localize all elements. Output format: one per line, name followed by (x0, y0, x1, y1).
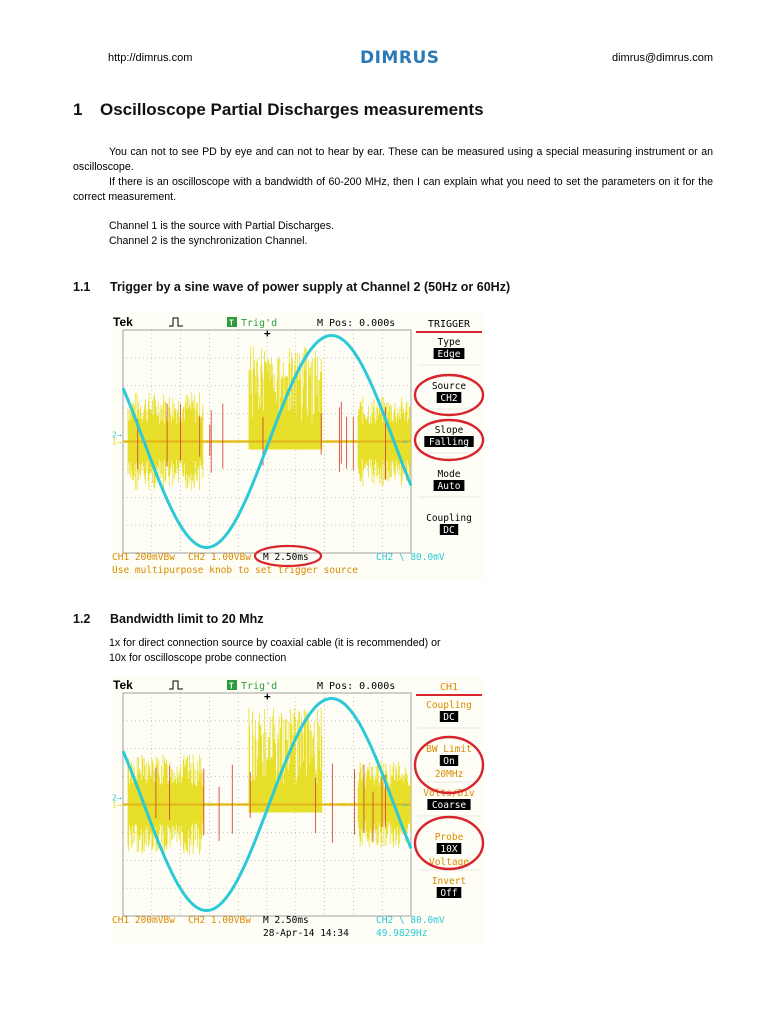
ch1-scale-label: CH1 200mVBw (112, 552, 175, 563)
menu-item-label: Invert (431, 876, 467, 887)
ch2-scale-label: CH2 1.00VBw (188, 915, 251, 926)
ch1-scale-label: CH1 200mVBw (112, 915, 175, 926)
section-1-heading (73, 100, 484, 120)
menu-item-label: Type (437, 337, 461, 348)
section-1-1-title: Trigger by a sine wave of power supply at Channel 2 (50Hz or 60Hz) (110, 280, 511, 294)
menu-title: CH1 (439, 682, 459, 693)
scope-brand-label: Tek (113, 315, 133, 329)
horizontal-position-label: M Pos: 0.000s (317, 318, 396, 329)
trig-status-label: Trig'd (241, 681, 278, 692)
menu-item-label: Probe (434, 832, 464, 843)
ch1-trace (123, 346, 411, 491)
menu-item-value: DC (443, 712, 455, 723)
menu-item-value: Edge (437, 349, 461, 360)
menu-title: TRIGGER (427, 319, 471, 330)
scope-2-display (111, 676, 484, 944)
menu-item-value: Falling (428, 437, 470, 448)
acquire-icon (169, 318, 183, 326)
channel-2-note: Channel 2 is the synchronization Channel. (109, 235, 308, 247)
header-url[interactable]: http://dimrus.com (108, 52, 193, 64)
probe-note-1: 1x for direct connection source by coaxial cable (it is recommended) or (109, 637, 441, 649)
menu-item-value: 10X (440, 844, 458, 855)
intro-paragraph-1 (73, 145, 713, 175)
menu-item-value: DC (443, 525, 455, 536)
frequency-label: 49.9829Hz (376, 928, 428, 939)
menu-item-label: Coupling (426, 513, 472, 524)
menu-item-value: Coarse (431, 800, 467, 811)
section-1-2-heading (73, 612, 263, 626)
section-1-number: 1 (73, 100, 83, 119)
ch1-ground-marker: 1→ (112, 437, 122, 447)
logo-text: DIMRUS (360, 48, 440, 68)
help-hint-label: Use multipurpose knob to set trigger source (112, 565, 358, 576)
section-1-2-title: Bandwidth limit to 20 Mhz (110, 612, 264, 626)
header-email[interactable]: dimrus@dimrus.com (611, 52, 713, 64)
menu-item-label: Slope (434, 425, 464, 436)
menu-item-label: Mode (437, 469, 461, 480)
channel-1-note: Channel 1 is the source with Partial Discharges. (109, 220, 334, 232)
trigger-info-label: CH2 \ 80.0mV (376, 915, 445, 926)
ch2-scale-label: CH2 1.00VBw (188, 552, 251, 563)
trigger-position-marker: + (264, 690, 271, 703)
menu-item-label: Volts/Div (423, 788, 475, 799)
scope-brand-label: Tek (113, 678, 133, 692)
menu-item-label: Coupling (426, 700, 472, 711)
menu-item-extra: Voltage (428, 857, 470, 868)
timebase-label: M 2.50ms (263, 915, 309, 926)
ch1-ground-marker: 1→ (112, 800, 122, 810)
trigger-level-marker: ← (403, 800, 409, 811)
intro-text-1: You can not to see PD by eye and can not to hear by ear. These can be measured using a special measuring instrument or an oscilloscope. (73, 146, 713, 173)
scope-1-display (111, 313, 484, 581)
logo-graphic (360, 46, 440, 68)
ch1-burst-path (128, 708, 411, 855)
section-1-1-heading (73, 280, 510, 294)
trig-status-label: Trig'd (241, 318, 278, 329)
intro-text-2: If there is an oscilloscope with a bandwidth of 60-200 MHz, then I can explain what you need to set the parameters on it for the correct measurement. (73, 176, 713, 203)
menu-item-value: On (443, 756, 455, 767)
oscilloscope-screenshot-trigger (111, 313, 484, 581)
horizontal-position-label: M Pos: 0.000s (317, 681, 396, 692)
section-1-2-number: 1.2 (73, 612, 91, 626)
menu-item-value: Auto (437, 481, 461, 492)
trigger-level-marker: ← (403, 437, 409, 448)
dimrus-logo (360, 46, 440, 73)
section-1-1-number: 1.1 (73, 280, 91, 294)
menu-item-extra: 20MHz (434, 769, 464, 780)
trigger-position-marker: + (264, 327, 271, 340)
trig-status-icon-letter: T (229, 681, 234, 691)
menu-item-value: CH2 (440, 393, 458, 404)
section-1-title: Oscilloscope Partial Discharges measurements (100, 100, 484, 119)
menu-item-value: Off (440, 888, 458, 899)
trigger-info-label: CH2 \ 80.0mV (376, 552, 445, 563)
trig-status-icon-letter: T (229, 318, 234, 328)
ch1-burst-path (128, 346, 411, 491)
probe-note-2: 10x for oscilloscope probe connection (109, 652, 287, 664)
intro-paragraph-2 (73, 175, 713, 205)
ch2-ground-marker: 2→ (112, 793, 122, 803)
date-time-label: 28-Apr-14 14:34 (263, 928, 349, 939)
oscilloscope-screenshot-channel (111, 676, 484, 944)
timebase-label: M 2.50ms (263, 552, 309, 563)
menu-item-label: BW Limit (426, 744, 472, 755)
acquire-icon (169, 681, 183, 689)
menu-item-label: Source (431, 381, 467, 392)
ch2-ground-marker: 2→ (112, 430, 122, 440)
